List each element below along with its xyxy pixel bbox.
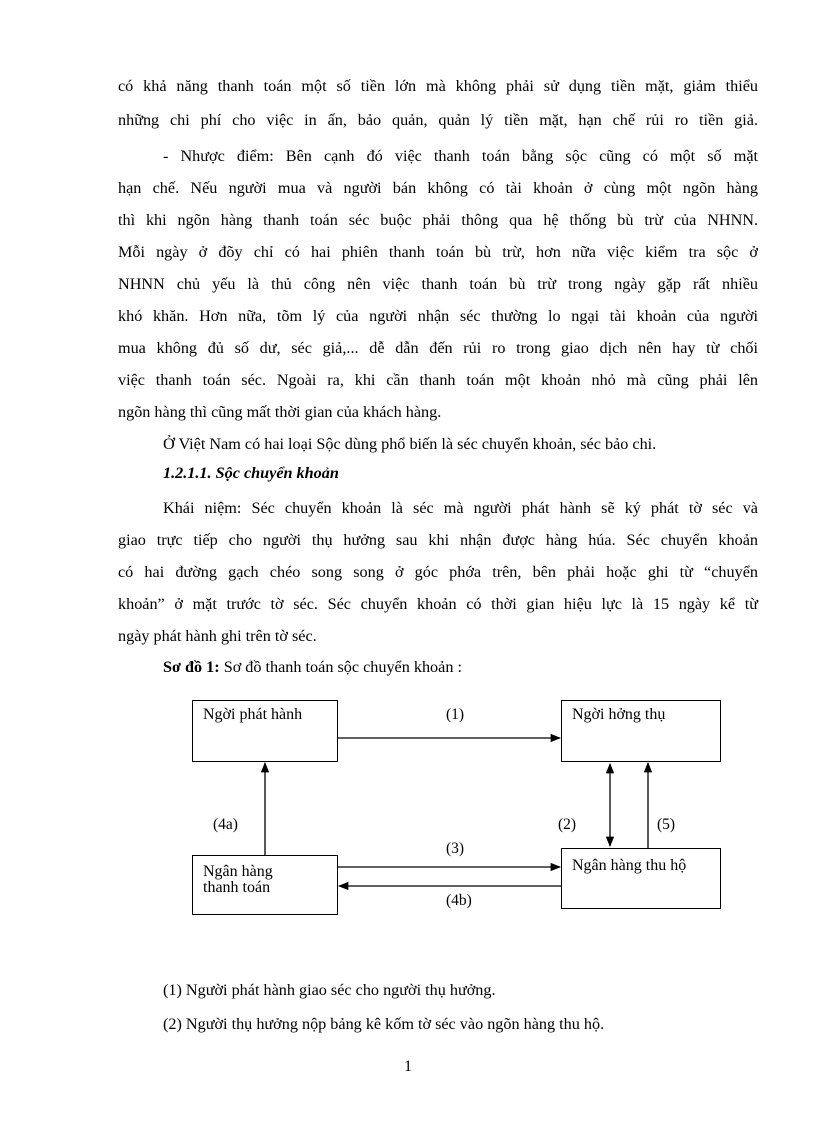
paragraph-line: Mỗi ngày ở đõy chỉ có hai phiên thanh toán bù trừ, hơn nữa việc kiểm tra sộc ở	[118, 243, 758, 261]
paragraph-line: hạn chế. Nếu người mua và người bán không có tài khoản ở cùng một ngõn hàng	[118, 179, 758, 197]
paragraph-line: ngõn hàng thì cũng mất thời gian của khách hàng.	[118, 403, 442, 421]
step-line: (2) Người thụ hưởng nộp bảng kê kốm tờ séc vào ngõn hàng thu hộ.	[163, 1015, 605, 1033]
paragraph-line: thì khi ngõn hàng thanh toán séc buộc phải thông qua hệ thống bù trừ của NHNN.	[118, 211, 758, 229]
edge-label-5: (5)	[657, 816, 676, 833]
paragraph-line: - Nhược điểm: Bên cạnh đó việc thanh toán bằng sộc cũng có một số mặt	[163, 147, 758, 165]
paragraph-line: khó khăn. Hơn nữa, tõm lý của người nhận séc thường lo ngại tài khoản của người	[118, 307, 758, 325]
paying-bank-label-line2: thanh toán	[203, 879, 271, 896]
step-line: (1) Người phát hành giao séc cho người thụ hưởng.	[163, 981, 496, 999]
edge-label-4b: (4b)	[446, 892, 472, 909]
paragraph-line: ngày phát hành ghi trên tờ séc.	[118, 627, 317, 645]
payee-label: Ngời hởng thụ	[572, 706, 666, 723]
paragraph-line: giao trực tiếp cho người thụ hưởng sau khi nhận được hàng húa. Séc chuyển khoản	[118, 531, 758, 549]
paying-bank-label-line1: Ngân hàng	[203, 863, 273, 880]
paragraph-line: có hai đường gạch chéo song song ở góc phớa trên, bên phải hoặc ghi từ “chuyển	[118, 563, 758, 581]
paragraph-line: Ở Việt Nam có hai loại Sộc dùng phổ biến là séc chuyển khoản, séc bảo chi.	[163, 435, 657, 453]
diagram-caption-label: Sơ đồ 1:	[163, 658, 220, 676]
edge-label-2: (2)	[558, 816, 577, 833]
paragraph-line: những chi phí cho việc in ấn, bảo quản, quản lý tiền mặt, hạn chế rủi ro tiền giả.	[118, 111, 758, 129]
paragraph-line: khoản” ở mặt trước tờ séc. Séc chuyển khoản có thời gian hiệu lực là 15 ngày kể từ	[118, 595, 758, 613]
paragraph-line: Khái niệm: Séc chuyển khoản là séc mà người phát hành sẽ ký phát tờ séc và	[163, 499, 758, 517]
edge-label-4a: (4a)	[213, 816, 238, 833]
issuer-label: Ngời phát hành	[203, 706, 303, 723]
collecting-bank-label: Ngân hàng thu hộ	[572, 857, 687, 874]
page-number: 1	[404, 1058, 412, 1075]
edge-label-1: (1)	[446, 706, 465, 723]
paragraph-line: mua không đủ số dư, séc giả,... dễ dẫn đến rủi ro trong giao dịch nên hay từ chối	[118, 339, 758, 357]
paragraph-line: việc thanh toán séc. Ngoài ra, khi cần thanh toán một khoản nhỏ mà cũng phải lên	[118, 371, 758, 389]
paragraph-line: có khả năng thanh toán một số tiền lớn mà không phải sử dụng tiền mặt, giảm thiểu	[118, 77, 758, 95]
edge-label-3: (3)	[446, 840, 465, 857]
diagram-caption-text: Sơ đồ thanh toán sộc chuyển khoản :	[219, 658, 462, 676]
section-heading: 1.2.1.1. Sộc chuyển khoản	[163, 464, 339, 482]
paragraph-line: NHNN chủ yếu là thủ công nên việc thanh toán bù trừ trong ngày gặp rất nhiều	[118, 275, 758, 293]
